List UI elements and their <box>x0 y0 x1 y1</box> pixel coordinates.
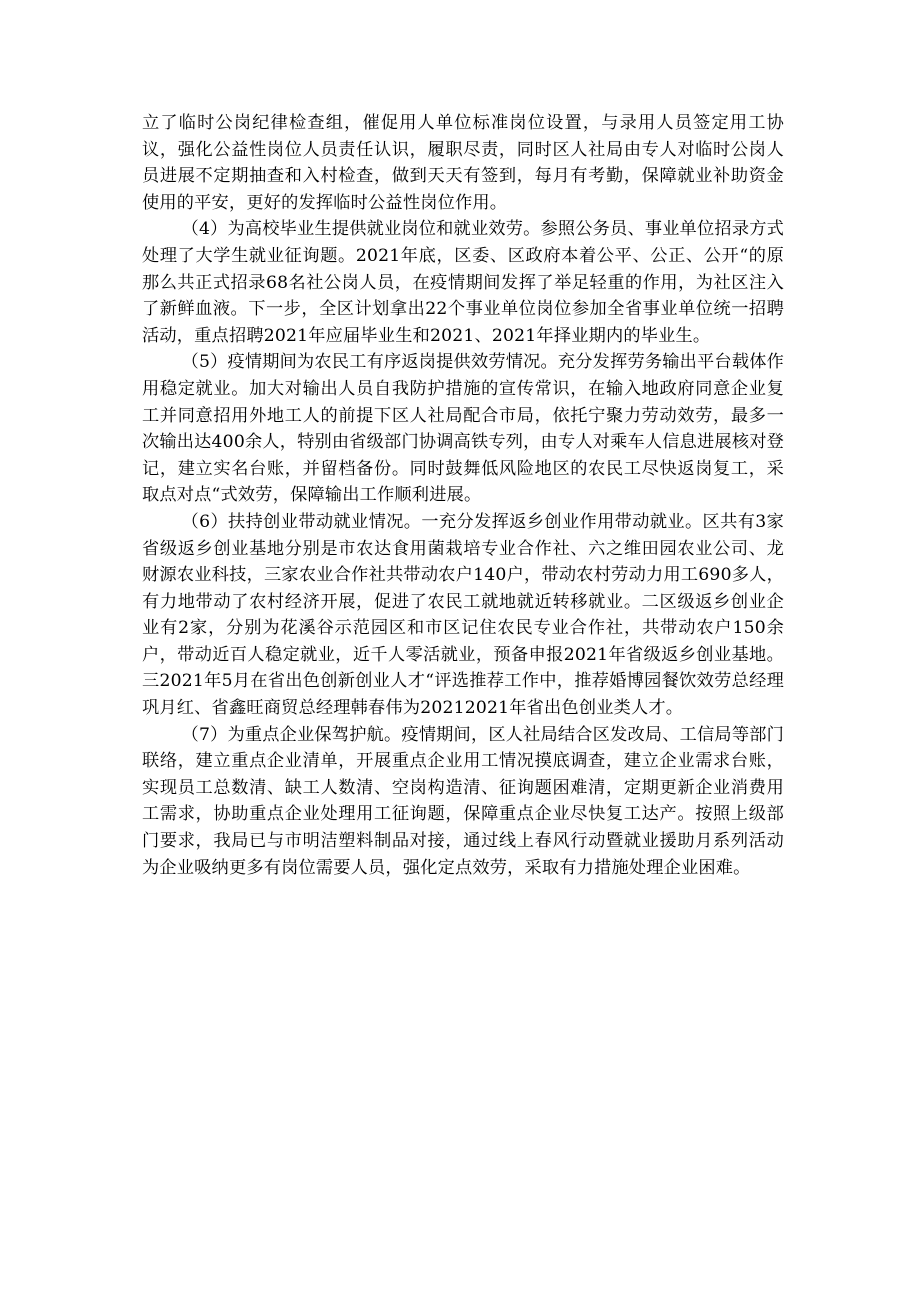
document-body <box>142 110 784 881</box>
paragraph-continuation: 立了临时公岗纪律检查组，催促用人单位标准岗位设置，与录用人员签定用工协议，强化公益性岗位人员责任认识，履职尽责，同时区人社局由专人对临时公岗人员进展不定期抽查和入村检查，做到天天有签到，每月有考勤，保障就业补助资金使用的平安，更好的发挥临时公益性岗位作用。 <box>142 113 784 213</box>
paragraph-item-5: （5）疫情期间为农民工有序返岗提供效劳情况。充分发挥劳务输出平台载体作用稳定就业。加大对输出人员自我防护措施的宣传常识，在输入地政府同意企业复工并同意招用外地工人的前提下区人社局配合市局，依托宁聚力劳动效劳，最多一次输出达400余人，特别由省级部门协调高铁专列，由专人对乘车人信息进展核对登记，建立实名台账，并留档备份。同时鼓舞低风险地区的农民工尽快返岗复工，采取点对点“式效劳，保障输出工作顺利进展。 <box>142 352 784 506</box>
paragraph-item-7: （7）为重点企业保驾护航。疫情期间，区人社局结合区发改局、工信局等部门联络，建立重点企业清单，开展重点企业用工情况摸底调查，建立企业需求台账，实现员工总数清、缺工人数清、空岗构造清、征询题困难清，定期更新企业消费用工需求，协助重点企业处理用工征询题，保障重点企业尽快复工达产。按照上级部门要求，我局已与市明洁塑料制品对接，通过线上春风行动暨就业援助月系列活动为企业吸纳更多有岗位需要人员，强化定点效劳，采取有力措施处理企业困难。 <box>142 724 784 878</box>
paragraph-item-4: （4）为高校毕业生提供就业岗位和就业效劳。参照公务员、事业单位招录方式处理了大学生就业征询题。2021年底，区委、区政府本着公平、公正、公开“的原那么共正式招录68名社公岗人员，在疫情期间发挥了举足轻重的作用，为社区注入了新鲜血液。下一步，全区计划拿出22个事业单位岗位参加全省事业单位统一招聘活动，重点招聘2021年应届毕业生和2021、2021年择业期内的毕业生。 <box>142 219 784 346</box>
paragraph-item-6: （6）扶持创业带动就业情况。一充分发挥返乡创业作用带动就业。区共有3家省级返乡创业基地分别是市农达食用菌栽培专业合作社、六之维田园农业公司、龙财源农业科技，三家农业合作社共带动农户140户，带动农村劳动力用工690多人，有力地带动了农村经济开展，促进了农民工就地就近转移就业。二区级返乡创业企业有2家，分别为花溪谷示范园区和市区记住农民专业合作社，共带动农户150余户，带动近百人稳定就业，近千人零活就业，预备申报2021年省级返乡创业基地。三2021年5月在省出色创新创业人才“评选推荐工作中，推荐婚博园餐饮效劳总经理巩月红、省鑫旺商贸总经理韩春伟为20212021年省出色创业类人才。 <box>142 511 784 719</box>
